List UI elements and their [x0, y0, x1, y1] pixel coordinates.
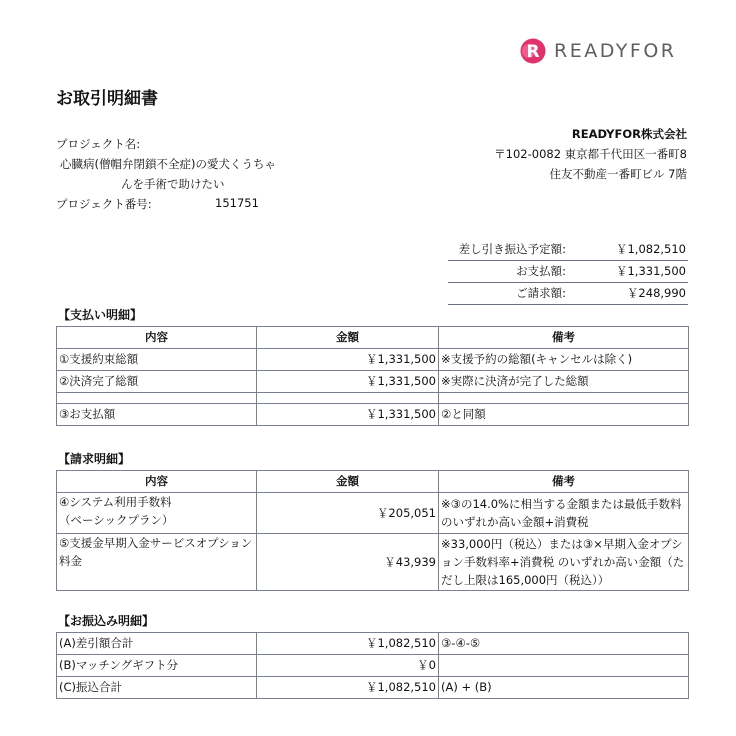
company-block — [494, 124, 687, 184]
cell-amount: ￥1,331,500 — [257, 404, 439, 426]
readyfor-r-icon — [520, 38, 546, 64]
billing-table — [56, 470, 689, 591]
table-header-row — [57, 471, 689, 493]
header-amount: 金額 — [257, 327, 439, 349]
cell-amount: ￥0 — [257, 655, 439, 677]
header-remarks: 備考 — [439, 327, 689, 349]
company-address-line2: 住友不動産一番町ビル 7階 — [549, 167, 687, 181]
summary-value: ￥1,331,500 — [615, 264, 686, 278]
cell-remarks: ※支援予約の総額(キャンセルは除く) — [439, 349, 689, 371]
project-name-line1: 心臓病(僧帽弁閉鎖不全症)の愛犬くうちゃ — [60, 157, 276, 171]
table-row — [57, 677, 689, 699]
spacer-cell — [57, 393, 257, 404]
summary-block — [448, 239, 688, 305]
svg-text:R: R — [526, 42, 540, 62]
project-name-label: プロジェクト名: — [56, 137, 141, 151]
summary-value: ￥1,082,510 — [615, 242, 686, 256]
summary-row-net-transfer — [448, 239, 688, 261]
table-header-row — [57, 327, 689, 349]
header-content: 内容 — [57, 471, 257, 493]
cell-remarks: ※実際に決済が完了した総額 — [439, 371, 689, 393]
cell-remarks: ※③の14.0%に相当する金額または最低手数料のいずれか高い金額+消費税 — [439, 493, 689, 534]
cell-content: (C)振込合計 — [57, 677, 257, 699]
payment-section-heading: 【支払い明細】 — [58, 308, 143, 322]
header-content: 内容 — [57, 327, 257, 349]
readyfor-logo — [520, 36, 677, 66]
company-address-line1: 〒102-0082 東京都千代田区一番町8 — [494, 147, 687, 161]
document-title: お取引明細書 — [56, 89, 158, 109]
cell-content: ①支援約束総額 — [57, 349, 257, 371]
transfer-table — [56, 632, 689, 699]
table-row — [57, 534, 689, 591]
cell-content: ③お支払額 — [57, 404, 257, 426]
table-row — [57, 633, 689, 655]
cell-remarks: ※33,000円（税込）または③×早期入金オプション手数料率+消費税 のいずれか高い金額（ただし上限は165,000円（税込）） — [439, 534, 689, 591]
logo-text: READYFOR — [554, 40, 677, 62]
table-spacer-row — [57, 393, 689, 404]
table-row — [57, 493, 689, 534]
cell-remarks — [439, 655, 689, 677]
billing-section-heading: 【請求明細】 — [58, 452, 131, 466]
summary-row-payment — [448, 261, 688, 283]
company-name: READYFOR株式会社 — [571, 127, 687, 141]
project-number-value: 151751 — [215, 196, 259, 210]
project-name-line2: んを手術で助けたい — [121, 177, 225, 191]
header-amount: 金額 — [257, 471, 439, 493]
cell-amount: ￥1,331,500 — [257, 349, 439, 371]
cell-amount: ￥1,331,500 — [257, 371, 439, 393]
cell-content: ④システム利用手数料 （ベーシックプラン） — [57, 493, 257, 534]
cell-amount: ￥43,939 — [257, 534, 439, 591]
spacer-cell — [439, 393, 689, 404]
cell-content: ⑤支援金早期入金サービスオプション料金 — [57, 534, 257, 591]
summary-label: ご請求額: — [516, 286, 566, 300]
cell-amount: ￥205,051 — [257, 493, 439, 534]
table-row — [57, 349, 689, 371]
table-row — [57, 655, 689, 677]
cell-content: (B)マッチングギフト分 — [57, 655, 257, 677]
cell-remarks: ②と同額 — [439, 404, 689, 426]
cell-remarks: (A) + (B) — [439, 677, 689, 699]
transfer-section-heading: 【お振込み明細】 — [58, 614, 155, 628]
project-number-label: プロジェクト番号: — [56, 197, 152, 211]
cell-remarks: ③-④-⑤ — [439, 633, 689, 655]
cell-content: ②決済完了総額 — [57, 371, 257, 393]
table-row — [57, 371, 689, 393]
cell-amount: ￥1,082,510 — [257, 633, 439, 655]
cell-amount: ￥1,082,510 — [257, 677, 439, 699]
spacer-cell — [257, 393, 439, 404]
payment-table — [56, 326, 689, 426]
summary-label: お支払額: — [516, 264, 566, 278]
summary-row-billing — [448, 283, 688, 305]
table-row — [57, 404, 689, 426]
header-remarks: 備考 — [439, 471, 689, 493]
cell-content: (A)差引額合計 — [57, 633, 257, 655]
summary-label: 差し引き振込予定額: — [458, 242, 566, 256]
summary-value: ￥248,990 — [626, 286, 686, 300]
